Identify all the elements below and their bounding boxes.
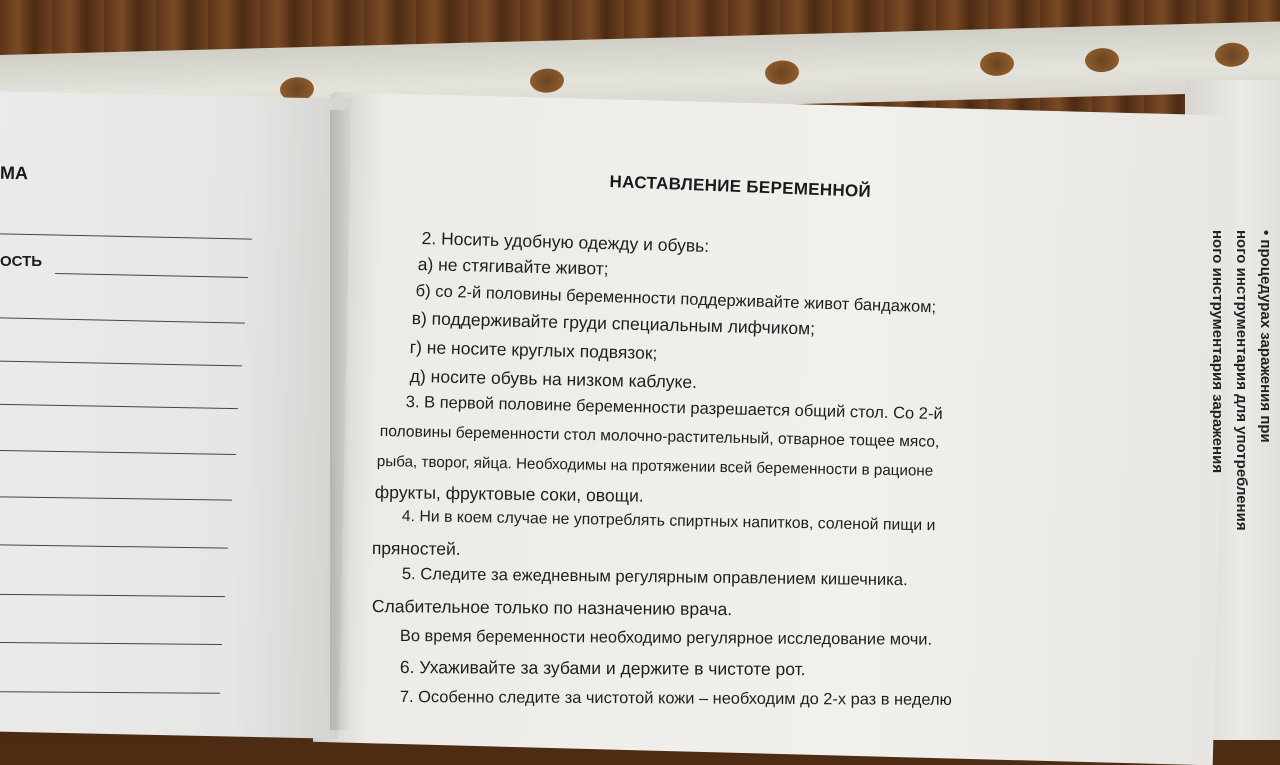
left-page-heading: МА: [0, 162, 29, 184]
sleeve-hole: [980, 51, 1014, 76]
left-page-label: ОСТЬ: [0, 253, 43, 270]
text-line: 7. Особенно следите за чистотой кожи – необходим до 2-х раз в неделю: [399, 688, 952, 709]
sleeve-hole: [1215, 42, 1249, 67]
text-line: пряностей.: [371, 538, 461, 559]
page-title: НАСТАВЛЕНИЕ БЕРЕМЕННОЙ: [609, 172, 872, 202]
text-line: 2. Носить удобную одежду и обувь:: [421, 228, 710, 257]
text-line: 4. Ни в коем случае не употреблять спиртных напитков, соленой пищи и: [401, 508, 936, 535]
text-line: Слабительное только по назначению врача.: [371, 596, 733, 620]
text-line: в) поддерживайте груди специальным лифчиком;: [411, 308, 816, 339]
text-line: фрукты, фруктовые соки, овощи.: [374, 482, 644, 506]
text-line: 5. Следите за ежедневным регулярным оправлением кишечника.: [401, 564, 908, 590]
back-page-text: [1205, 230, 1277, 531]
back-page-line: ного инструментария заражения: [1209, 230, 1226, 474]
text-line: рыба, творог, яйца. Необходимы на протяжении всей беременности в рационе: [376, 453, 934, 480]
text-line: половины беременности стол молочно-растительный, отварное тощее мясо,: [379, 423, 940, 451]
sleeve-hole: [530, 68, 564, 93]
sleeve-hole: [765, 60, 799, 85]
back-page-line: ного инструментария для употребления: [1233, 230, 1250, 531]
text-line: Во время беременности необходимо регулярное исследование мочи.: [399, 627, 933, 649]
sleeve-hole: [1085, 48, 1119, 73]
text-line: 3. В первой половине беременности разрешается общий стол. Со 2-й: [405, 393, 943, 424]
text-line: б) со 2-й половины беременности поддерживайте живот бандажом;: [415, 282, 937, 317]
text-line: д) носите обувь на низком каблуке.: [409, 366, 698, 393]
back-page-line: • процедурах заражения при: [1257, 230, 1274, 443]
text-line: г) не носите круглых подвязок;: [409, 337, 658, 364]
book-gutter: [330, 110, 350, 730]
text-line: 6. Ухаживайте за зубами и держите в чистоте рот.: [399, 657, 806, 680]
text-line: а) не стягивайте живот;: [417, 254, 609, 279]
